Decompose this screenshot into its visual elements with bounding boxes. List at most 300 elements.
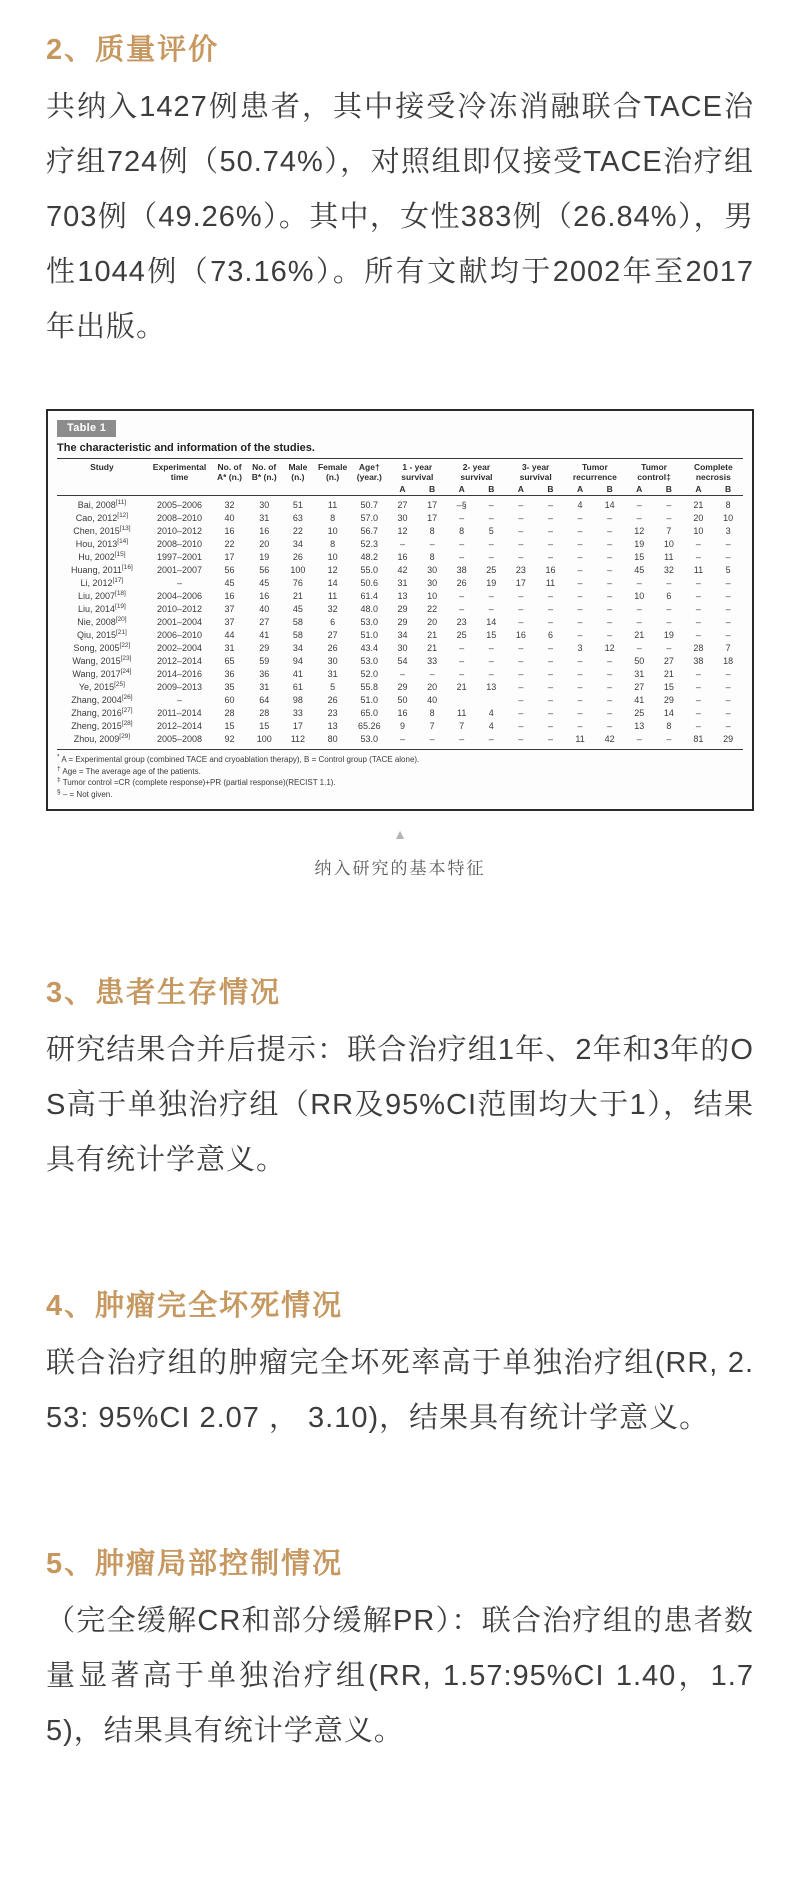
data-cell: 16 — [545, 565, 556, 575]
data-cell: 27 — [259, 617, 270, 627]
data-cell: 2008–2010 — [156, 539, 203, 549]
data-cell: 61 — [292, 682, 303, 692]
data-cell: 56.7 — [360, 526, 379, 536]
column-header: No. of A* (n.) — [212, 459, 247, 496]
data-cell: 8 — [429, 708, 435, 718]
data-cell: – — [666, 513, 672, 523]
data-cell: 2005–2006 — [156, 500, 203, 510]
study-cell: Chen, 2015[13] — [73, 525, 131, 536]
data-cell: – — [488, 552, 494, 562]
data-cell: 7 — [459, 721, 465, 731]
data-cell: 11 — [693, 565, 704, 575]
data-cell: 112 — [290, 734, 306, 744]
data-cell: 23 — [515, 565, 526, 575]
data-cell: – — [518, 669, 524, 679]
data-cell: 23 — [327, 708, 338, 718]
data-cell: – — [636, 500, 642, 510]
data-cell: 37 — [224, 617, 235, 627]
column-subheader: B — [536, 483, 566, 496]
data-cell: 30 — [397, 643, 408, 653]
data-cell: – — [666, 500, 672, 510]
data-cell: – — [607, 708, 613, 718]
table-figure-image[interactable] — [46, 409, 754, 811]
data-cell: 20 — [259, 539, 270, 549]
data-cell: – — [547, 539, 553, 549]
data-cell: 25 — [456, 630, 467, 640]
data-cell: 29 — [259, 643, 270, 653]
section-heading-local-control: 5、肿瘤局部控制情况 — [46, 1548, 344, 1580]
data-cell: 52.3 — [360, 539, 379, 549]
data-cell: – — [518, 513, 524, 523]
data-cell: 33 — [292, 708, 303, 718]
study-cell: Liu, 2014[19] — [77, 603, 126, 614]
data-cell: 100 — [256, 734, 272, 744]
data-cell: – — [725, 669, 731, 679]
data-cell: 58 — [292, 630, 303, 640]
data-cell: 6 — [666, 591, 672, 601]
study-cell: Hou, 2013[14] — [75, 538, 129, 549]
data-cell: – — [459, 604, 465, 614]
data-cell: 44 — [224, 630, 235, 640]
data-cell: – — [607, 526, 613, 536]
data-cell: – — [577, 708, 583, 718]
data-cell: 21 — [292, 591, 303, 601]
data-cell: 11 — [545, 578, 556, 588]
data-cell: 10 — [634, 591, 645, 601]
study-cell: Liu, 2007[18] — [77, 590, 126, 601]
data-cell: – — [547, 500, 553, 510]
data-cell: 36 — [224, 669, 235, 679]
data-cell: – — [547, 591, 553, 601]
data-cell: 7 — [429, 721, 435, 731]
data-cell: 9 — [399, 721, 405, 731]
data-cell: – — [547, 552, 553, 562]
data-cell: 60 — [224, 695, 235, 705]
data-cell: 55.8 — [360, 682, 379, 692]
data-cell: – — [607, 617, 613, 627]
data-cell: 8 — [429, 552, 435, 562]
data-cell: 20 — [427, 617, 438, 627]
data-cell: 8 — [459, 526, 465, 536]
data-cell: – — [399, 734, 405, 744]
data-cell: – — [488, 669, 494, 679]
data-cell: 13 — [634, 721, 645, 731]
data-cell: – — [695, 591, 701, 601]
column-header: Study — [57, 459, 147, 496]
data-cell: 42 — [397, 565, 408, 575]
data-cell: 29 — [397, 604, 408, 614]
study-cell: Ye, 2015[25] — [78, 681, 125, 692]
data-cell: – — [518, 734, 524, 744]
data-cell: – — [725, 682, 731, 692]
data-cell: – — [636, 643, 642, 653]
data-cell: – — [459, 734, 465, 744]
data-cell: 35 — [224, 682, 235, 692]
table-row — [57, 538, 743, 551]
data-cell: 19 — [486, 578, 497, 588]
data-cell: 5 — [725, 565, 731, 575]
section-heading-complete-necrosis: 4、肿瘤完全坏死情况 — [46, 1290, 344, 1322]
data-cell: 10 — [693, 526, 704, 536]
data-cell: – — [636, 617, 642, 627]
data-cell: – — [577, 526, 583, 536]
data-cell: 12 — [604, 643, 615, 653]
column-subheader: A — [624, 483, 654, 496]
data-cell: 25 — [486, 565, 497, 575]
data-cell: 50 — [397, 695, 408, 705]
data-cell: 50.6 — [360, 578, 379, 588]
data-cell: – — [695, 695, 701, 705]
data-cell: – — [518, 526, 524, 536]
data-cell: – — [666, 643, 672, 653]
data-cell: 31 — [224, 643, 235, 653]
data-cell: 4 — [577, 500, 583, 510]
data-cell: 16 — [259, 526, 270, 536]
data-cell: – — [518, 643, 524, 653]
data-cell: – — [577, 669, 583, 679]
data-cell: 2011–2014 — [157, 708, 202, 718]
table-row — [57, 733, 743, 746]
data-cell: – — [607, 695, 613, 705]
data-cell: 20 — [693, 513, 704, 523]
data-cell: 29 — [663, 695, 674, 705]
data-cell: 64 — [259, 695, 270, 705]
data-cell: 65.26 — [358, 721, 381, 731]
data-cell: – — [577, 591, 583, 601]
data-cell: 30 — [427, 565, 438, 575]
data-cell: 50 — [634, 656, 645, 666]
data-cell: – — [577, 565, 583, 575]
data-cell: – — [518, 591, 524, 601]
data-cell: 30 — [397, 513, 408, 523]
data-cell: 40 — [427, 695, 438, 705]
data-cell: 13 — [486, 682, 497, 692]
data-cell: 51.0 — [360, 630, 379, 640]
data-cell: 30 — [427, 578, 438, 588]
data-cell: 7 — [725, 643, 731, 653]
data-cell: 45 — [634, 565, 645, 575]
data-cell: – — [577, 552, 583, 562]
data-cell: 50.7 — [360, 500, 379, 510]
data-cell: 31 — [634, 669, 645, 679]
column-subheader: B — [417, 483, 447, 496]
table1-container — [46, 409, 754, 811]
data-cell: 37 — [224, 604, 235, 614]
data-cell: 28 — [693, 643, 704, 653]
study-cell: Wang, 2015[23] — [72, 655, 132, 666]
data-cell: – — [429, 539, 435, 549]
data-cell: 30 — [259, 500, 270, 510]
study-cell: Zhang, 2004[26] — [71, 694, 133, 705]
data-cell: – — [488, 591, 494, 601]
data-cell: 21 — [663, 669, 674, 679]
data-cell: – — [547, 695, 553, 705]
data-cell: 12 — [397, 526, 408, 536]
data-cell: 15 — [634, 552, 645, 562]
data-cell: – — [725, 604, 731, 614]
studies-table — [57, 458, 743, 746]
data-cell: – — [607, 591, 613, 601]
data-cell: 80 — [327, 734, 338, 744]
data-cell: – — [547, 721, 553, 731]
table-row — [57, 590, 743, 603]
data-cell: 41 — [259, 630, 270, 640]
data-cell: 16 — [224, 526, 235, 536]
data-cell: – — [459, 669, 465, 679]
column-subheader: A — [447, 483, 477, 496]
data-cell: 34 — [292, 539, 303, 549]
data-cell: – — [607, 552, 613, 562]
data-cell: – — [695, 578, 701, 588]
data-cell: 19 — [259, 552, 270, 562]
column-header: Female (n.) — [314, 459, 351, 496]
data-cell: – — [577, 682, 583, 692]
data-cell: 57.0 — [360, 513, 379, 523]
data-cell: 16 — [515, 630, 526, 640]
data-cell: – — [607, 630, 613, 640]
data-cell: 11 — [575, 734, 585, 744]
data-cell: – — [577, 578, 583, 588]
data-cell: – — [577, 656, 583, 666]
data-cell: 48.0 — [360, 604, 379, 614]
table-row — [57, 720, 743, 733]
figure-marker — [46, 827, 754, 842]
data-cell: – — [607, 669, 613, 679]
table-footnote: * A = Experimental group (combined TACE and cryoablation therapy), B = Control group (TACE alone). — [57, 753, 420, 764]
data-cell: – — [577, 539, 583, 549]
table-row — [57, 577, 743, 590]
data-cell: 58 — [292, 617, 303, 627]
data-cell: 21 — [456, 682, 467, 692]
data-cell: 36 — [259, 669, 270, 679]
column-subheader: B — [713, 483, 743, 496]
column-group-header: 2- year survival — [447, 459, 506, 484]
data-cell: 15 — [259, 721, 270, 731]
data-cell: 76 — [292, 578, 303, 588]
data-cell: 42 — [604, 734, 615, 744]
data-cell: 32 — [663, 565, 674, 575]
data-cell: – — [725, 695, 731, 705]
data-cell: 2001–2007 — [156, 565, 203, 575]
data-cell: 8 — [429, 526, 435, 536]
data-cell: – — [429, 734, 435, 744]
data-cell: – — [725, 708, 731, 718]
data-cell: – — [695, 669, 701, 679]
data-cell: – — [547, 643, 553, 653]
data-cell: – — [607, 565, 613, 575]
data-cell: 15 — [486, 630, 497, 640]
table-row — [57, 551, 743, 564]
study-cell: Song, 2005[22] — [73, 642, 131, 653]
data-cell: 26 — [292, 552, 303, 562]
data-cell: 19 — [634, 539, 645, 549]
data-cell: – — [518, 708, 524, 718]
data-cell: 16 — [224, 591, 235, 601]
table-row — [57, 681, 743, 694]
data-cell: – — [459, 552, 465, 562]
data-cell: 16 — [259, 591, 270, 601]
data-cell: 45 — [259, 578, 270, 588]
data-cell: – — [695, 630, 701, 640]
data-cell: – — [518, 695, 524, 705]
data-cell: 8 — [666, 721, 672, 731]
table-row — [57, 694, 743, 707]
data-cell: – — [607, 682, 613, 692]
data-cell: – — [518, 552, 524, 562]
data-cell: – — [695, 604, 701, 614]
data-cell: 53.0 — [360, 656, 379, 666]
study-cell: Qiu, 2015[21] — [76, 629, 127, 640]
data-cell: – — [695, 552, 701, 562]
table-footnote: § – = Not given. — [57, 787, 113, 799]
data-cell: 61.4 — [360, 591, 379, 601]
section-text-quality-evaluation: 共纳入1427例患者，其中接受冷冻消融联合TACE治疗组724例（50.74%），对照组即仅接受TACE治疗组703例（49.26%）。其中，女性383例（26.84%），男性1044例（73.16%）。所有文献均于2002年至2017年出版。 — [46, 91, 754, 343]
data-cell: 8 — [330, 539, 336, 549]
column-header: Male (n.) — [282, 459, 315, 496]
data-cell: 2010–2012 — [156, 526, 203, 536]
data-cell: – — [725, 539, 731, 549]
data-cell: 31 — [259, 682, 270, 692]
data-cell: 3 — [725, 526, 731, 536]
column-subheader: A — [684, 483, 714, 496]
data-cell: – — [577, 617, 583, 627]
data-cell: 28 — [224, 708, 235, 718]
data-cell: 10 — [723, 513, 734, 523]
table-label: Table 1 — [57, 420, 116, 437]
data-cell: 30 — [327, 656, 338, 666]
data-cell: 41 — [292, 669, 303, 679]
data-cell: 2012–2014 — [156, 656, 203, 666]
data-cell: – — [459, 656, 465, 666]
data-cell: – — [666, 617, 672, 627]
data-cell: 5 — [488, 526, 494, 536]
data-cell: 4 — [488, 708, 494, 718]
data-cell: 21 — [634, 630, 645, 640]
data-cell: 98 — [292, 695, 303, 705]
data-cell: 17 — [427, 513, 438, 523]
data-cell: – — [176, 695, 182, 705]
data-cell: – — [607, 578, 613, 588]
column-subheader: B — [476, 483, 506, 496]
data-cell: – — [695, 721, 701, 731]
data-cell: 10 — [327, 552, 338, 562]
table-row — [57, 642, 743, 655]
data-cell: 38 — [456, 565, 467, 575]
data-cell: – — [577, 604, 583, 614]
figure-caption: 纳入研究的基本特征 — [314, 859, 486, 878]
column-header: Experimental time — [147, 459, 212, 496]
column-group-header: Tumor control‡ — [624, 459, 683, 484]
data-cell: – — [488, 643, 494, 653]
study-cell: Huang, 2011[16] — [71, 564, 133, 575]
study-cell: Zhou, 2009[29] — [73, 733, 131, 744]
data-cell: – — [695, 617, 701, 627]
data-cell: 10 — [663, 539, 674, 549]
data-cell: – — [459, 539, 465, 549]
study-cell: Zheng, 2015[28] — [71, 720, 133, 731]
data-cell: – — [636, 734, 642, 744]
data-cell: 2005–2008 — [156, 734, 203, 744]
data-cell: – — [577, 513, 583, 523]
data-cell: 40 — [259, 604, 270, 614]
data-cell: 28 — [259, 708, 270, 718]
study-cell: Bai, 2008[11] — [77, 499, 127, 510]
data-cell: 4 — [488, 721, 494, 731]
data-cell: – — [607, 539, 613, 549]
data-cell: – — [518, 604, 524, 614]
triangle-up-icon: ▲ — [393, 826, 407, 842]
data-cell: 13 — [327, 721, 338, 731]
data-cell: – — [518, 721, 524, 731]
data-cell: 100 — [290, 565, 306, 575]
data-cell: 14 — [486, 617, 497, 627]
study-cell: Wang, 2017[24] — [72, 668, 132, 679]
data-cell: 2014–2016 — [156, 669, 203, 679]
data-cell: – — [547, 656, 553, 666]
data-cell: – — [547, 513, 553, 523]
data-cell: 2010–2012 — [156, 604, 203, 614]
data-cell: 45 — [292, 604, 303, 614]
section-heading-patient-survival: 3、患者生存情况 — [46, 977, 282, 1009]
data-cell: 15 — [224, 721, 235, 731]
data-cell: 23 — [456, 617, 467, 627]
data-cell: 32 — [224, 500, 235, 510]
column-subheader: B — [654, 483, 684, 496]
data-cell: 17 — [292, 721, 303, 731]
data-cell: 51.0 — [360, 695, 379, 705]
data-cell: – — [429, 669, 435, 679]
data-cell: 55.0 — [360, 565, 379, 575]
data-cell: 2012–2014 — [156, 721, 203, 731]
data-cell: 52.0 — [360, 669, 379, 679]
data-cell: 53.0 — [360, 734, 379, 744]
data-cell: 17 — [515, 578, 526, 588]
data-cell: 56 — [224, 565, 235, 575]
data-cell: – — [547, 604, 553, 614]
data-cell — [447, 694, 477, 707]
study-cell: Zhang, 2016[27] — [71, 707, 133, 718]
section-text-complete-necrosis: 联合治疗组的肿瘤完全坏死率高于单独治疗组(RR, 2.53: 95%CI 2.07 ， 3.10)，结果具有统计学意义。 — [46, 1347, 754, 1434]
data-cell: 56 — [259, 565, 270, 575]
study-cell: Nie, 2008[20] — [77, 616, 127, 627]
data-cell: – — [577, 721, 583, 731]
data-cell: 8 — [330, 513, 336, 523]
data-cell: 16 — [397, 708, 408, 718]
data-cell: 26 — [456, 578, 467, 588]
data-cell: 11 — [327, 500, 338, 510]
data-cell: 21 — [693, 500, 704, 510]
data-cell: – — [725, 552, 731, 562]
table-row — [57, 707, 743, 720]
data-cell: – — [725, 721, 731, 731]
data-cell: – — [725, 591, 731, 601]
data-cell: – — [636, 578, 642, 588]
table-row — [57, 512, 743, 525]
data-cell: – — [488, 513, 494, 523]
data-cell: 2001–2004 — [156, 617, 203, 627]
data-cell: – — [695, 682, 701, 692]
data-cell: – — [488, 734, 494, 744]
data-cell: – — [695, 539, 701, 549]
column-subheader: A — [506, 483, 536, 496]
data-cell: 10 — [427, 591, 438, 601]
data-cell: 21 — [427, 630, 438, 640]
data-cell: 29 — [397, 617, 408, 627]
studies-table-header — [57, 459, 743, 496]
data-cell: – — [547, 526, 553, 536]
data-cell: – — [577, 630, 583, 640]
column-group-header: 1 - year survival — [388, 459, 447, 484]
